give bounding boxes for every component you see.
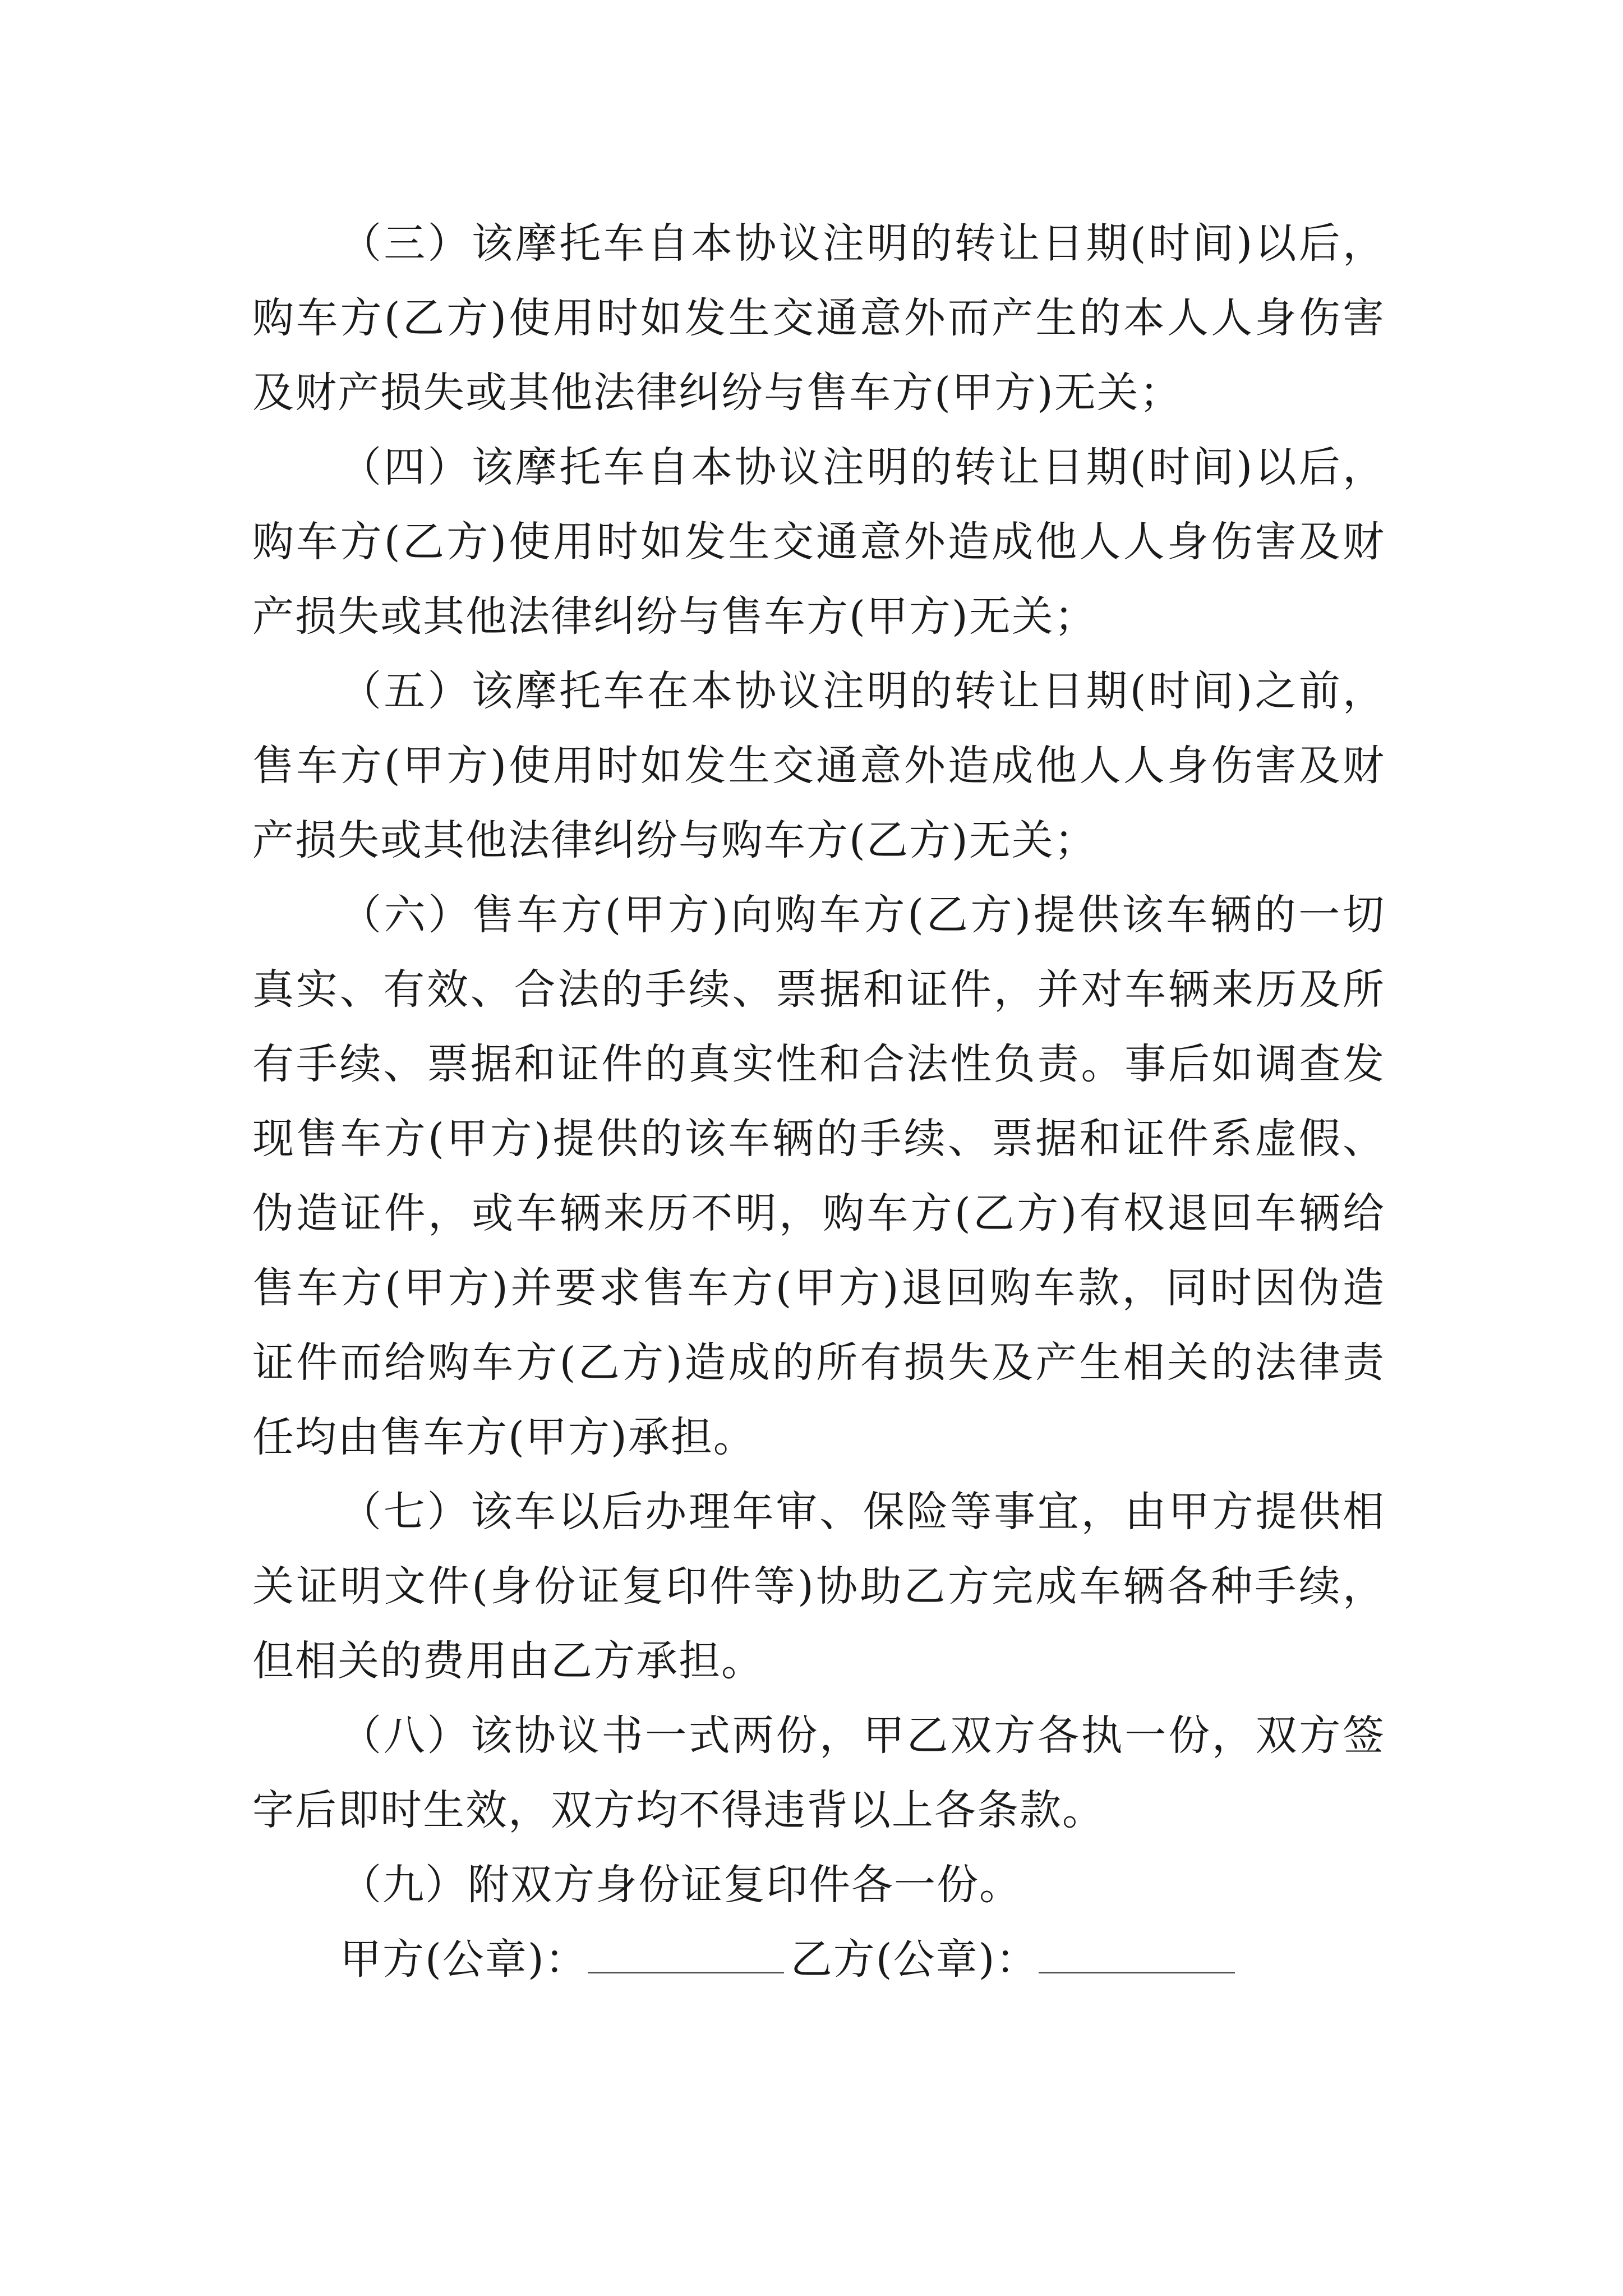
- clause-4: [252, 430, 1385, 654]
- clause-number: （四）: [340, 443, 472, 491]
- clause-text: 该协议书一式两份，甲乙双方各执一份，双方签字后即时生效，双方均不得违背以上各条款。: [252, 1711, 1385, 1834]
- clause-text: 售车方(甲方)向购车方(乙方)提供该车辆的一切真实、有效、合法的手续、票据和证件，并对车辆来历及所有手续、票据和证件的真实性和合法性负责。事后如调查发现售车方(甲方)提供的该车辆的手续、票据和证件系虚假、伪造证件，或车辆来历不明，购车方(乙方)有权退回车辆给售车方(甲方)并要求售车方(甲方)退回购车款，同时因伪造证件而给购车方(乙方)造成的所有损失及产生相关的法律责任均由售车方(甲方)承担。: [252, 891, 1386, 1461]
- clause-8: [252, 1699, 1385, 1848]
- clause-6: [252, 878, 1385, 1475]
- clause-number: （七）: [340, 1488, 471, 1536]
- clause-text: 该车以后办理年审、保险等事宜，由甲方提供相关证明文件(身份证复印件等)协助乙方完成车辆各种手续，但相关的费用由乙方承担。: [252, 1488, 1385, 1685]
- clause-text: 该摩托车自本协议注明的转让日期(时间)以后，购车方(乙方)使用时如发生交通意外而产生的本人人身伤害及财产损失或其他法律纠纷与售车方(甲方)无关；: [252, 219, 1385, 417]
- clause-number: （八）: [340, 1711, 471, 1760]
- party-a-seal-blank: [588, 1938, 784, 1973]
- clause-number: （九）: [340, 1861, 468, 1909]
- clause-number: （五）: [340, 667, 472, 715]
- party-b-seal-blank: [1039, 1938, 1235, 1973]
- party-a-seal-label: 甲方(公章)：: [340, 1935, 588, 1984]
- clause-number: （六）: [340, 891, 473, 939]
- clause-3: [252, 206, 1385, 430]
- clause-text: 附双方身份证复印件各一份。: [468, 1861, 1022, 1909]
- clause-9: [252, 1848, 1385, 1922]
- clause-5: [252, 654, 1385, 878]
- party-b-seal-label: 乙方(公章)：: [790, 1935, 1039, 1984]
- clause-text: 该摩托车在本协议注明的转让日期(时间)之前，售车方(甲方)使用时如发生交通意外造成他人人身伤害及财产损失或其他法律纠纷与购车方(乙方)无关；: [252, 667, 1385, 864]
- document-body: [252, 206, 1385, 1997]
- clause-number: （三）: [340, 219, 472, 268]
- signature-line: [252, 1922, 1385, 1997]
- clause-text: 该摩托车自本协议注明的转让日期(时间)以后，购车方(乙方)使用时如发生交通意外造成他人人身伤害及财产损失或其他法律纠纷与售车方(甲方)无关；: [252, 443, 1385, 641]
- clause-7: [252, 1475, 1385, 1699]
